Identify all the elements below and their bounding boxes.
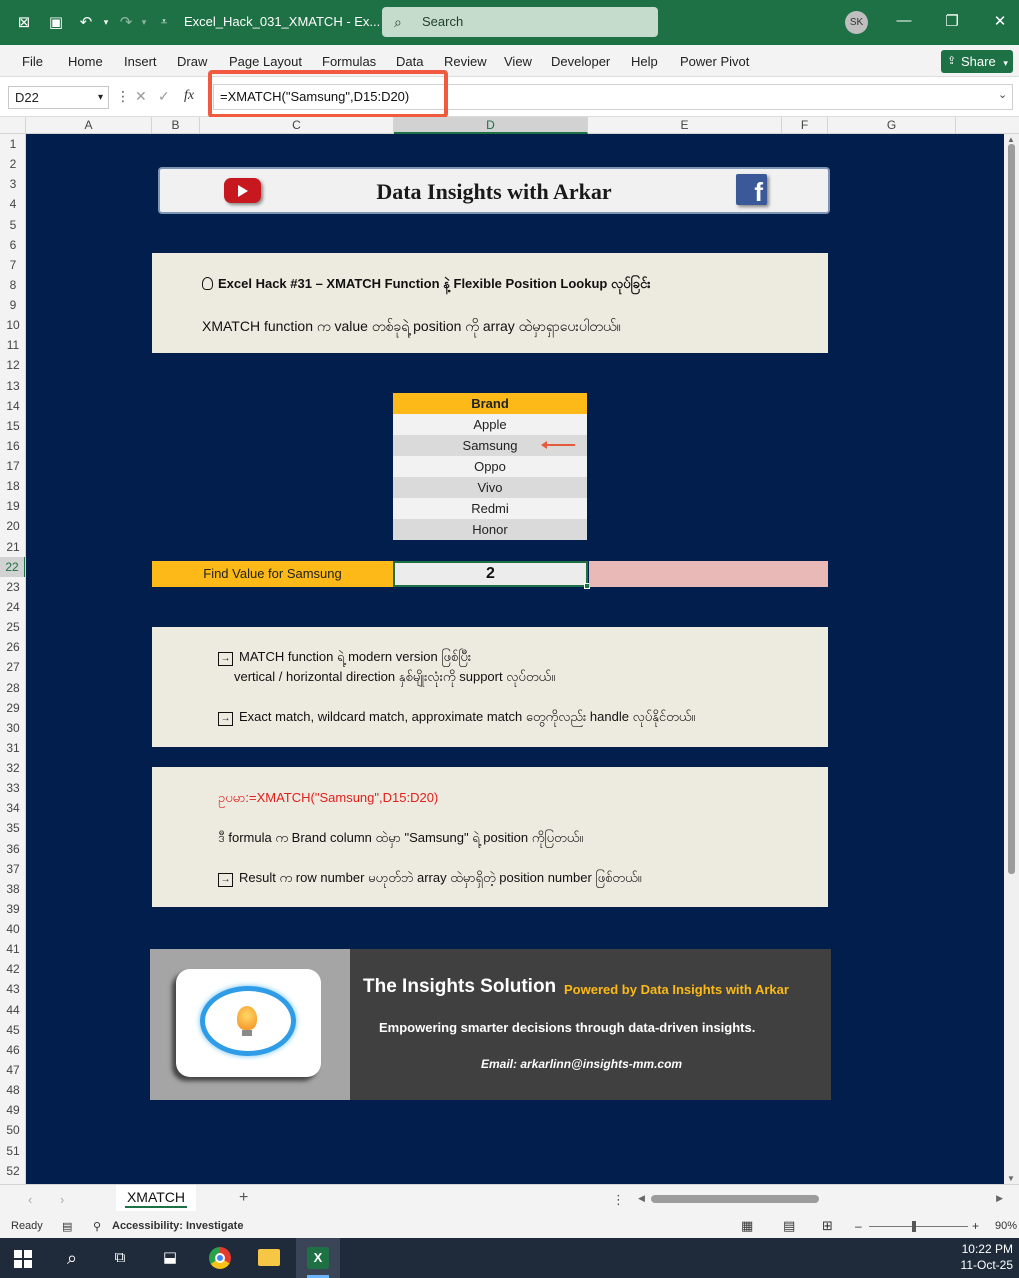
- brand-table-row[interactable]: Oppo: [393, 456, 587, 477]
- row-headers: [0, 134, 26, 1184]
- row-header[interactable]: 9: [9, 298, 17, 313]
- scroll-left-icon[interactable]: ◀: [638, 1193, 645, 1203]
- row-header[interactable]: 21: [6, 539, 20, 554]
- facebook-icon[interactable]: f: [736, 174, 767, 205]
- ribbon-menu-bar: [0, 45, 1019, 77]
- row-header[interactable]: 22: [0, 557, 26, 577]
- menu-draw[interactable]: Draw: [177, 54, 208, 69]
- row-header[interactable]: 33: [6, 781, 20, 796]
- enter-icon[interactable]: ✓: [158, 88, 170, 104]
- row-header[interactable]: 26: [6, 640, 20, 655]
- search-placeholder: Search: [422, 14, 464, 29]
- row-header[interactable]: 12: [6, 358, 20, 373]
- clock-date: 11-Oct-25: [960, 1258, 1013, 1272]
- next-sheet-icon[interactable]: ›: [60, 1192, 65, 1207]
- row-header[interactable]: 31: [6, 740, 20, 755]
- row-header[interactable]: 50: [6, 1123, 20, 1138]
- column-header-g[interactable]: G: [828, 117, 956, 134]
- tab-options-icon[interactable]: ⋮: [612, 1192, 625, 1207]
- row-header[interactable]: 40: [6, 922, 20, 937]
- row-header[interactable]: 29: [6, 700, 20, 715]
- row-header[interactable]: 43: [6, 982, 20, 997]
- windows-start-icon[interactable]: [14, 1250, 32, 1268]
- share-dropdown-icon: ▾: [1003, 58, 1008, 68]
- excel-taskbar-icon[interactable]: X: [307, 1247, 329, 1269]
- lightbulb-icon: [202, 277, 213, 290]
- column-headers: [0, 117, 1019, 134]
- menu-insert[interactable]: Insert: [124, 54, 157, 69]
- share-icon: ⇪: [947, 55, 957, 67]
- row-header[interactable]: 51: [6, 1143, 20, 1158]
- zoom-out-icon[interactable]: –: [855, 1219, 862, 1233]
- sheet-tab-label: XMATCH: [125, 1189, 187, 1208]
- zoom-slider[interactable]: [869, 1226, 968, 1227]
- redo-icon[interactable]: ↷: [119, 14, 133, 31]
- note-bullet-2: [218, 709, 695, 728]
- undo-dropdown-icon[interactable]: ▾: [103, 16, 109, 27]
- brand-table-row[interactable]: Redmi: [393, 498, 587, 519]
- intro-card: [152, 253, 828, 353]
- select-all-corner[interactable]: [0, 117, 26, 134]
- row-header[interactable]: 34: [6, 801, 20, 816]
- search-box[interactable]: [382, 7, 658, 37]
- lightbulb-logo-icon: [237, 1006, 257, 1030]
- chevron-down-icon: ▾: [97, 92, 103, 103]
- column-header-a[interactable]: A: [26, 117, 152, 134]
- formula-highlight-box: [208, 70, 448, 118]
- note-bullet-1-line-1: MATCH function ရဲ့ modern version ဖြစ်ပြီး: [239, 649, 472, 664]
- menu-home[interactable]: Home: [68, 54, 103, 69]
- menu-file[interactable]: File: [22, 54, 43, 69]
- redo-dropdown-icon[interactable]: ▾: [141, 16, 147, 27]
- page-break-view-icon[interactable]: ⊞: [822, 1218, 833, 1233]
- arrow-left-icon: [545, 444, 575, 446]
- row-header[interactable]: 20: [6, 519, 20, 534]
- row-header[interactable]: 42: [6, 962, 20, 977]
- row-header[interactable]: 28: [6, 680, 20, 695]
- row-header[interactable]: 10: [6, 318, 20, 333]
- note-bullet-1-line-2: vertical / horizontal direction နှစ်မျိုးလုံးကို support လုပ်တယ်။: [234, 669, 556, 684]
- clock-time: 10:22 PM: [961, 1242, 1013, 1256]
- worksheet-grid[interactable]: [26, 134, 1004, 1184]
- row-header[interactable]: 32: [6, 761, 20, 776]
- accessibility-status[interactable]: Accessibility: Investigate: [112, 1220, 244, 1232]
- result-value: 2: [486, 565, 495, 582]
- menu-power-pivot[interactable]: Power Pivot: [680, 54, 750, 69]
- restore-icon[interactable]: ❐: [945, 13, 959, 30]
- row-header[interactable]: 52: [6, 1163, 20, 1178]
- intro-description: XMATCH function က value တစ်ခုရဲ့ position ကို array ထဲမှာရှာပေးပါတယ်။: [202, 318, 621, 334]
- insert-function-icon[interactable]: fx: [184, 88, 195, 103]
- scroll-right-icon[interactable]: ▶: [996, 1193, 1003, 1203]
- search-icon[interactable]: ⌕: [66, 1248, 78, 1268]
- row-header[interactable]: 30: [6, 720, 20, 735]
- horizontal-scrollbar[interactable]: [637, 1193, 1004, 1205]
- row-header[interactable]: 47: [6, 1062, 20, 1077]
- row-header[interactable]: 39: [6, 901, 20, 916]
- note-bullet-2-text: Exact match, wildcard match, approximate match တွေကိုလည်း handle လုပ်နိုင်တယ်။: [239, 709, 696, 724]
- close-icon[interactable]: ✕: [993, 13, 1007, 30]
- row-header[interactable]: 23: [6, 579, 20, 594]
- row-header[interactable]: 18: [6, 479, 20, 494]
- column-header-c[interactable]: C: [200, 117, 394, 134]
- row-header[interactable]: 11: [6, 338, 20, 353]
- arrow-right-icon: →: [218, 652, 233, 666]
- menu-view[interactable]: View: [504, 54, 532, 69]
- brand-table-row[interactable]: Vivo: [393, 477, 587, 498]
- row-header[interactable]: 25: [6, 620, 20, 635]
- footer-tagline: Empowering smarter decisions through data-driven insights.: [379, 1020, 756, 1035]
- row-header[interactable]: 48: [6, 1083, 20, 1098]
- brand-table-row[interactable]: Samsung: [393, 435, 587, 456]
- system-clock[interactable]: [961, 1241, 1013, 1273]
- row-header[interactable]: 2: [9, 157, 17, 172]
- brand-table-header[interactable]: Brand: [393, 393, 587, 414]
- excel-logo-icon: ⊠: [17, 14, 31, 31]
- find-value-label[interactable]: Find Value for Samsung: [152, 561, 393, 587]
- result-cell-d22[interactable]: [393, 561, 588, 587]
- prev-sheet-icon[interactable]: ‹: [28, 1192, 33, 1207]
- column-header-e[interactable]: E: [588, 117, 782, 134]
- row-header[interactable]: 38: [6, 881, 20, 896]
- menu-page-layout[interactable]: Page Layout: [229, 54, 303, 69]
- windows-taskbar: [0, 1238, 1019, 1278]
- intro-heading-text: Excel Hack #31 – XMATCH Function နဲ့ Flexible Position Lookup လုပ်ခြင်း: [218, 276, 651, 291]
- cancel-icon[interactable]: ✕: [135, 88, 147, 104]
- brand-table-row[interactable]: Honor: [393, 519, 587, 540]
- intro-heading: [202, 276, 651, 295]
- minimize-icon[interactable]: —: [896, 12, 912, 29]
- insights-logo: [176, 969, 321, 1077]
- footer-powered-by: Powered by Data Insights with Arkar: [564, 982, 789, 997]
- horizontal-scroll-thumb[interactable]: [651, 1195, 819, 1203]
- vertical-scroll-thumb[interactable]: [1008, 144, 1015, 874]
- arrow-right-icon: →: [218, 712, 233, 726]
- column-header-b[interactable]: B: [152, 117, 200, 134]
- name-box-value: D22: [15, 90, 39, 105]
- note-bullet-1: [218, 649, 471, 668]
- column-header-d[interactable]: D: [394, 117, 588, 134]
- add-sheet-icon[interactable]: +: [239, 1189, 249, 1206]
- row-header[interactable]: 46: [6, 1042, 20, 1057]
- row-header[interactable]: 3: [9, 177, 17, 192]
- footer-title: The Insights Solution: [363, 976, 557, 997]
- ready-status: Ready: [11, 1220, 43, 1232]
- example-explanation: ဒီ formula က Brand column ထဲမှာ "Samsung" ရဲ့ position ကိုပြတယ်။: [218, 830, 584, 845]
- row-header[interactable]: 44: [6, 1002, 20, 1017]
- user-avatar[interactable]: SK: [845, 11, 868, 34]
- menu-developer[interactable]: Developer: [551, 54, 611, 69]
- menu-formulas[interactable]: Formulas: [322, 54, 377, 69]
- row-header[interactable]: 17: [6, 459, 20, 474]
- row-header[interactable]: 49: [6, 1103, 20, 1118]
- name-box[interactable]: [8, 86, 109, 109]
- row-header[interactable]: 24: [6, 599, 20, 614]
- formula-text[interactable]: =XMATCH("Samsung",D15:D20): [220, 89, 410, 104]
- row-header[interactable]: 15: [6, 418, 20, 433]
- menu-review[interactable]: Review: [444, 54, 487, 69]
- zoom-in-icon[interactable]: +: [972, 1219, 980, 1233]
- row-header[interactable]: 41: [6, 942, 20, 957]
- row-header[interactable]: 27: [6, 660, 20, 675]
- scroll-up-icon[interactable]: ▲: [1007, 135, 1015, 144]
- row-header[interactable]: 6: [9, 237, 17, 252]
- row-header[interactable]: 5: [9, 217, 17, 232]
- accessibility-icon[interactable]: ⚲: [93, 1221, 102, 1233]
- footer-promo-card: [150, 949, 831, 1100]
- page-layout-view-icon[interactable]: ▤: [783, 1218, 796, 1233]
- row-header[interactable]: 14: [6, 398, 20, 413]
- menu-help[interactable]: Help: [631, 54, 658, 69]
- example-formula: ဥပမာ:=XMATCH("Samsung",D15:D20): [218, 790, 439, 805]
- customize-toolbar-icon[interactable]: ⩡: [160, 15, 168, 28]
- sheet-tab-xmatch[interactable]: [116, 1185, 196, 1211]
- task-view-icon[interactable]: ⧉: [114, 1249, 126, 1266]
- bulb-base: [242, 1030, 252, 1036]
- row-header[interactable]: 8: [9, 277, 17, 292]
- title-banner: [158, 167, 830, 214]
- banner-title: Data Insights with Arkar: [376, 179, 612, 204]
- more-options-icon[interactable]: ⋮: [116, 88, 130, 104]
- title-bar: [0, 0, 1019, 45]
- row-header[interactable]: 7: [9, 257, 17, 272]
- row-header[interactable]: 19: [6, 499, 20, 514]
- brand-table-row[interactable]: Apple: [393, 414, 587, 435]
- menu-data[interactable]: Data: [396, 54, 424, 69]
- logo-background: [150, 949, 350, 1100]
- normal-view-icon[interactable]: ▦: [741, 1218, 754, 1233]
- result-note: [218, 870, 642, 889]
- notes-card-2: [152, 767, 828, 907]
- highlight-cell-e22[interactable]: [589, 561, 828, 587]
- arrow-right-icon: →: [218, 873, 233, 887]
- chrome-icon[interactable]: [209, 1247, 231, 1269]
- macro-record-icon[interactable]: ▤: [62, 1221, 73, 1233]
- scroll-down-icon[interactable]: ▼: [1007, 1174, 1015, 1183]
- column-header-f[interactable]: F: [782, 117, 828, 134]
- row-header[interactable]: 36: [6, 841, 20, 856]
- result-note-text: Result က row number မဟုတ်ဘဲ array ထဲမှာရှိတဲ့ position number ဖြစ်တယ်။: [239, 870, 642, 885]
- row-header[interactable]: 4: [9, 197, 17, 212]
- row-header[interactable]: 45: [6, 1022, 20, 1037]
- expand-formula-bar-icon[interactable]: ⌄: [998, 89, 1008, 101]
- document-title: Excel_Hack_031_XMATCH - Ex...: [184, 14, 381, 29]
- autosave-icon[interactable]: ▣: [48, 14, 64, 31]
- footer-email: Email: arkarlinn@insights-mm.com: [481, 1057, 683, 1071]
- widgets-icon[interactable]: ⬓: [162, 1249, 178, 1266]
- search-icon: ⌕: [394, 14, 402, 30]
- file-explorer-icon[interactable]: [258, 1249, 280, 1266]
- row-header[interactable]: 16: [6, 438, 20, 453]
- share-button[interactable]: [941, 50, 1013, 73]
- row-header[interactable]: 37: [6, 861, 20, 876]
- notes-card-1: [152, 627, 828, 747]
- zoom-slider-thumb[interactable]: [912, 1221, 916, 1232]
- vertical-scrollbar[interactable]: [1004, 134, 1019, 1184]
- status-bar: [0, 1216, 1019, 1238]
- share-label: Share: [961, 54, 996, 69]
- row-header[interactable]: 13: [6, 378, 20, 393]
- undo-icon[interactable]: ↶: [79, 14, 93, 31]
- row-header[interactable]: 35: [6, 821, 20, 836]
- zoom-level[interactable]: 90%: [995, 1220, 1018, 1232]
- row-header[interactable]: 1: [9, 137, 17, 151]
